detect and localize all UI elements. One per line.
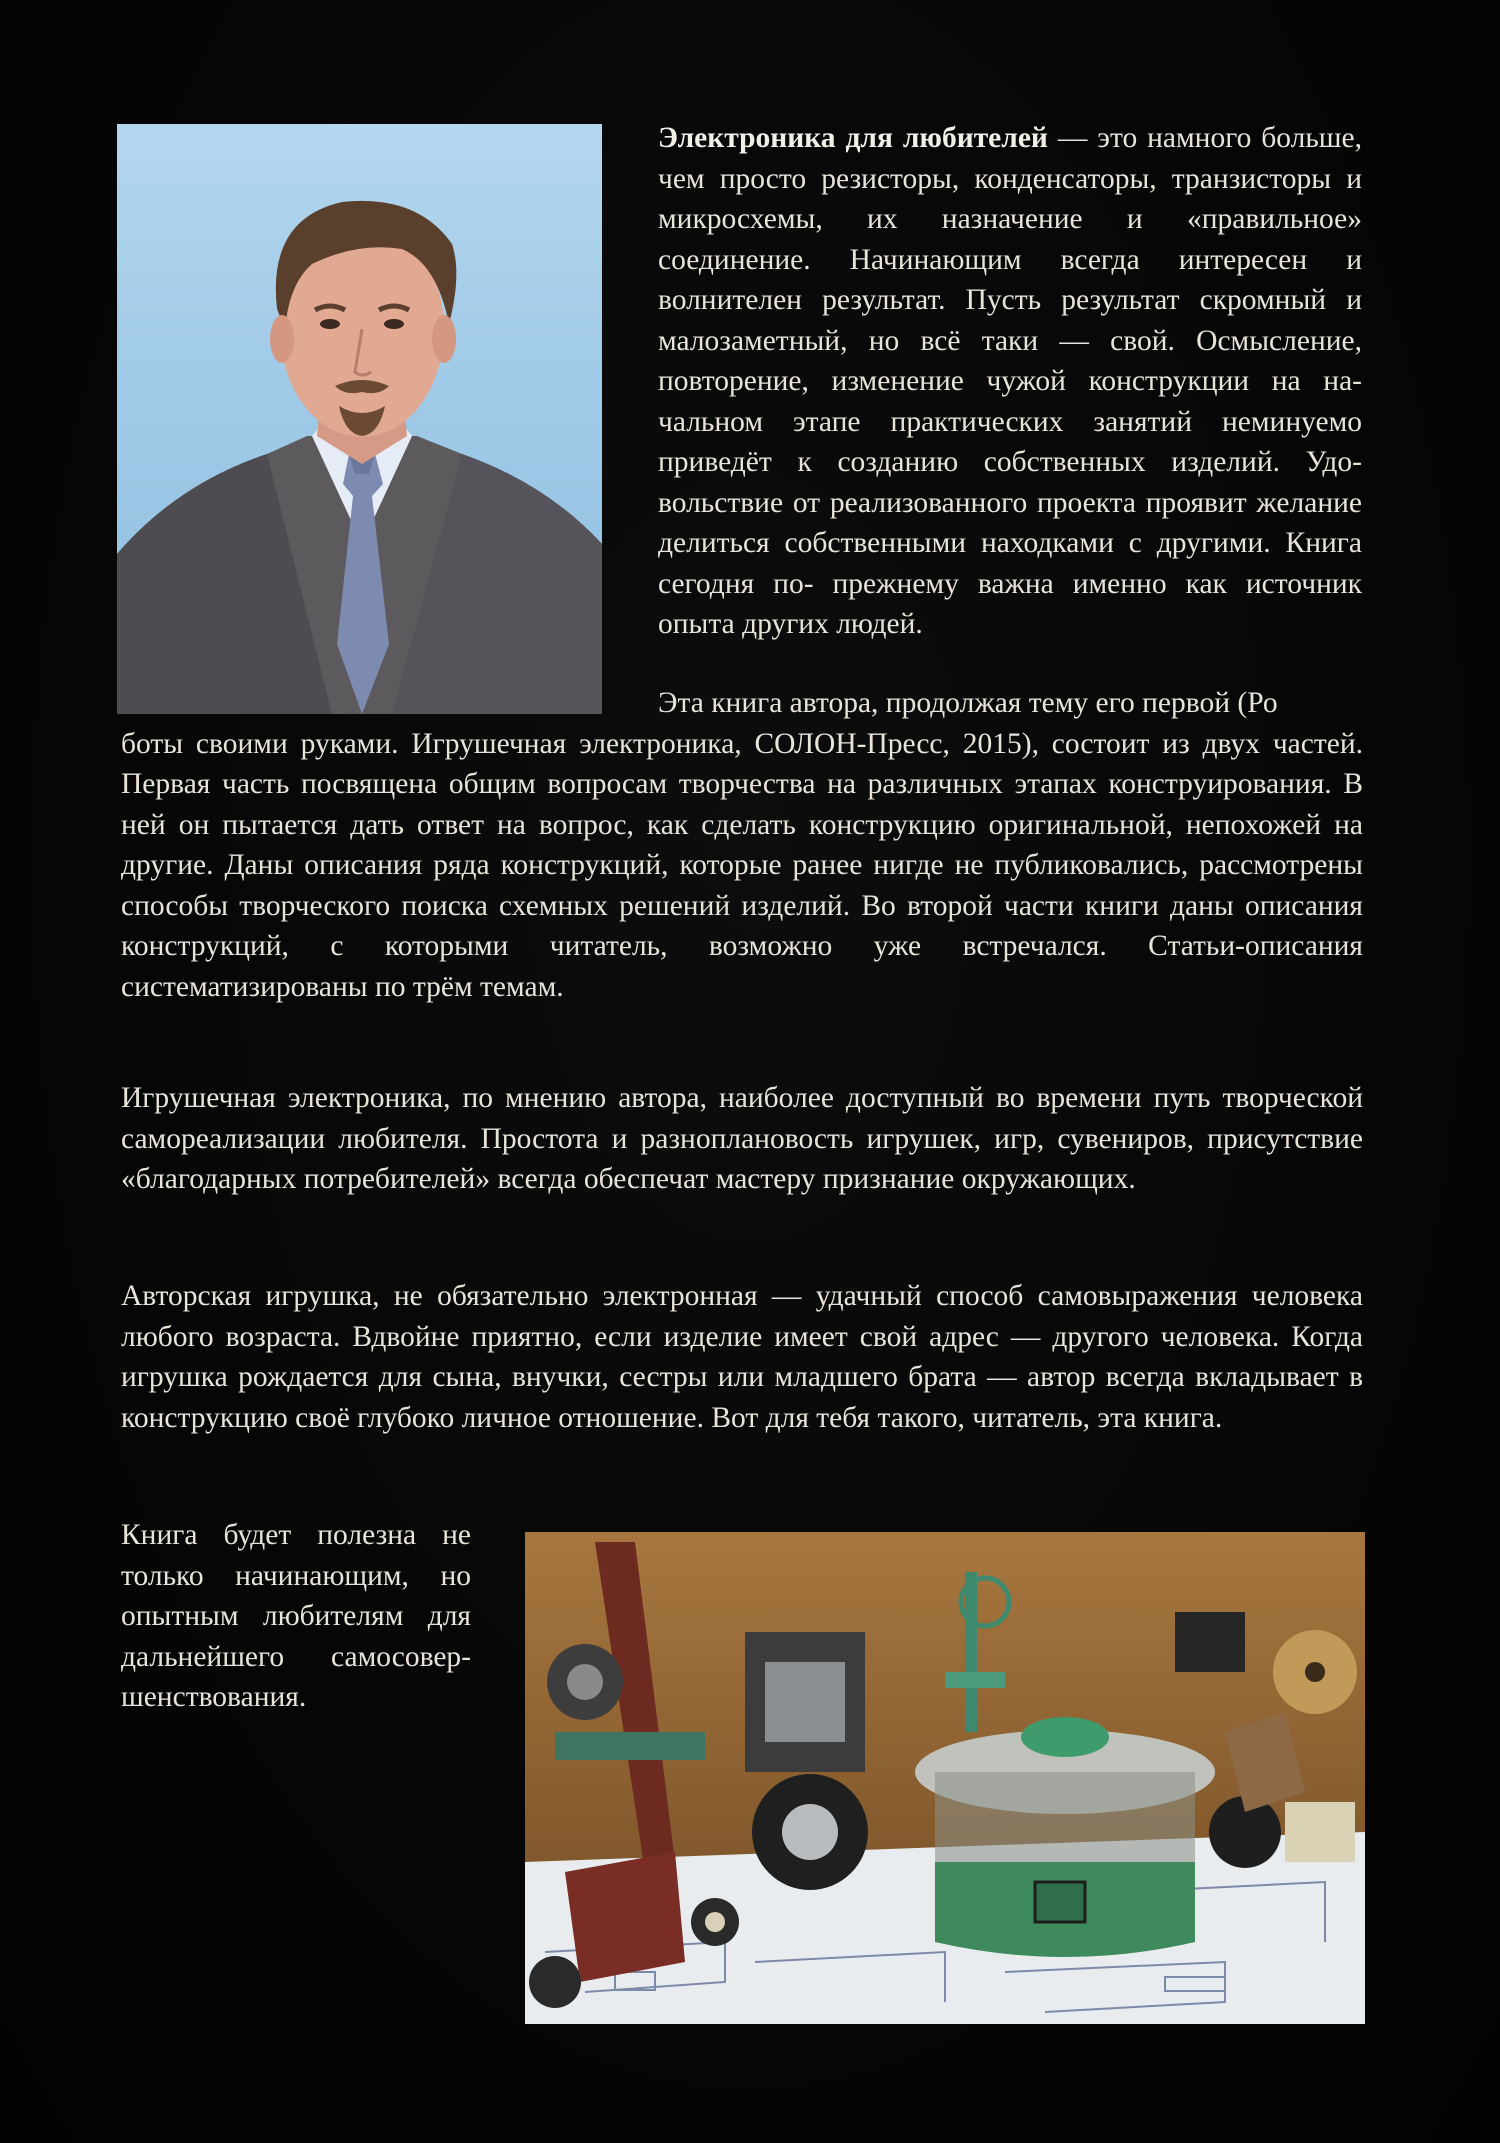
- paragraph-book-structure: [121, 683, 1363, 1007]
- author-portrait-image: [117, 124, 602, 714]
- robots-photo-image: [525, 1532, 1365, 2024]
- paragraph-book-structure-rest: боты своими руками. Игрушечная электроника, СОЛОН-Пресс, 2015), состоит из двух частей. Первая часть посвящена общим вопросам творчества на различных этапах конструирования. В ней он пытается дать ответ на вопрос, как сделать конструкцию оригинальной, непохожей на другие. Даны описания ряда конструкций, которые ранее нигде не публиковались, рассмотрены способы творческого поиска схемных решений изделий. Во второй части книги даны описания конструкций, с которыми читатель, возможно уже встречался. Статьи-описания систематизированы по трём темам.: [121, 727, 1363, 1003]
- intro-text: — это намного больше, чем просто резисторы, конденсаторы, транзисторы и микросхемы, их назначение и «правильное» соединение. Начинающим всегда интересен и волнителен результат. Пусть результат скромный и малозаметный, но всё таки — свой. Осмысление, повторение, изменение чужой конструкции на начальном этапе практических занятий неминуемо приведёт к созданию собственных изделий. Удовольствие от реализованного проекта проявит желание делиться собственными находками с другими. Книга сегодня по- прежнему важна именно как источник опыта других людей.: [658, 122, 1362, 640]
- robots-photo: [525, 1532, 1365, 2024]
- intro-lead-title: Электроника для любителей: [658, 122, 1048, 154]
- paragraph-toy-electronics: Игрушечная электроника, по мнению автора, наиболее доступный во времени путь творческой самореализации любителя. Простота и разноплановость игрушек, игр, сувениров, присутствие «благодарных потребителей» всегда обеспечат мастеру признание окружающих.: [121, 1082, 1363, 1195]
- paragraph-author-toy: Авторская игрушка, не обязательно электронная — удачный способ самовыражения человека любого возраста. Вдвойне приятно, если изделие имеет свой адрес — другого человека. Когда игрушка рождается для сына, внучки, сестры или младшего брата — автор всегда вкладывает в конструкцию своё глубоко личное отношение. Вот для тебя такого, читатель, эта книга.: [121, 1280, 1363, 1434]
- intro-paragraph: [658, 118, 1362, 645]
- author-portrait: [117, 124, 602, 714]
- paragraph-closing: Книга будет полезна не только начинающим, но опытным любителям для дальнейшего самосовершенствования.: [121, 1519, 471, 1713]
- paragraph-book-structure-first-line: Эта книга автора, продолжая тему его первой (Ро: [658, 687, 1278, 719]
